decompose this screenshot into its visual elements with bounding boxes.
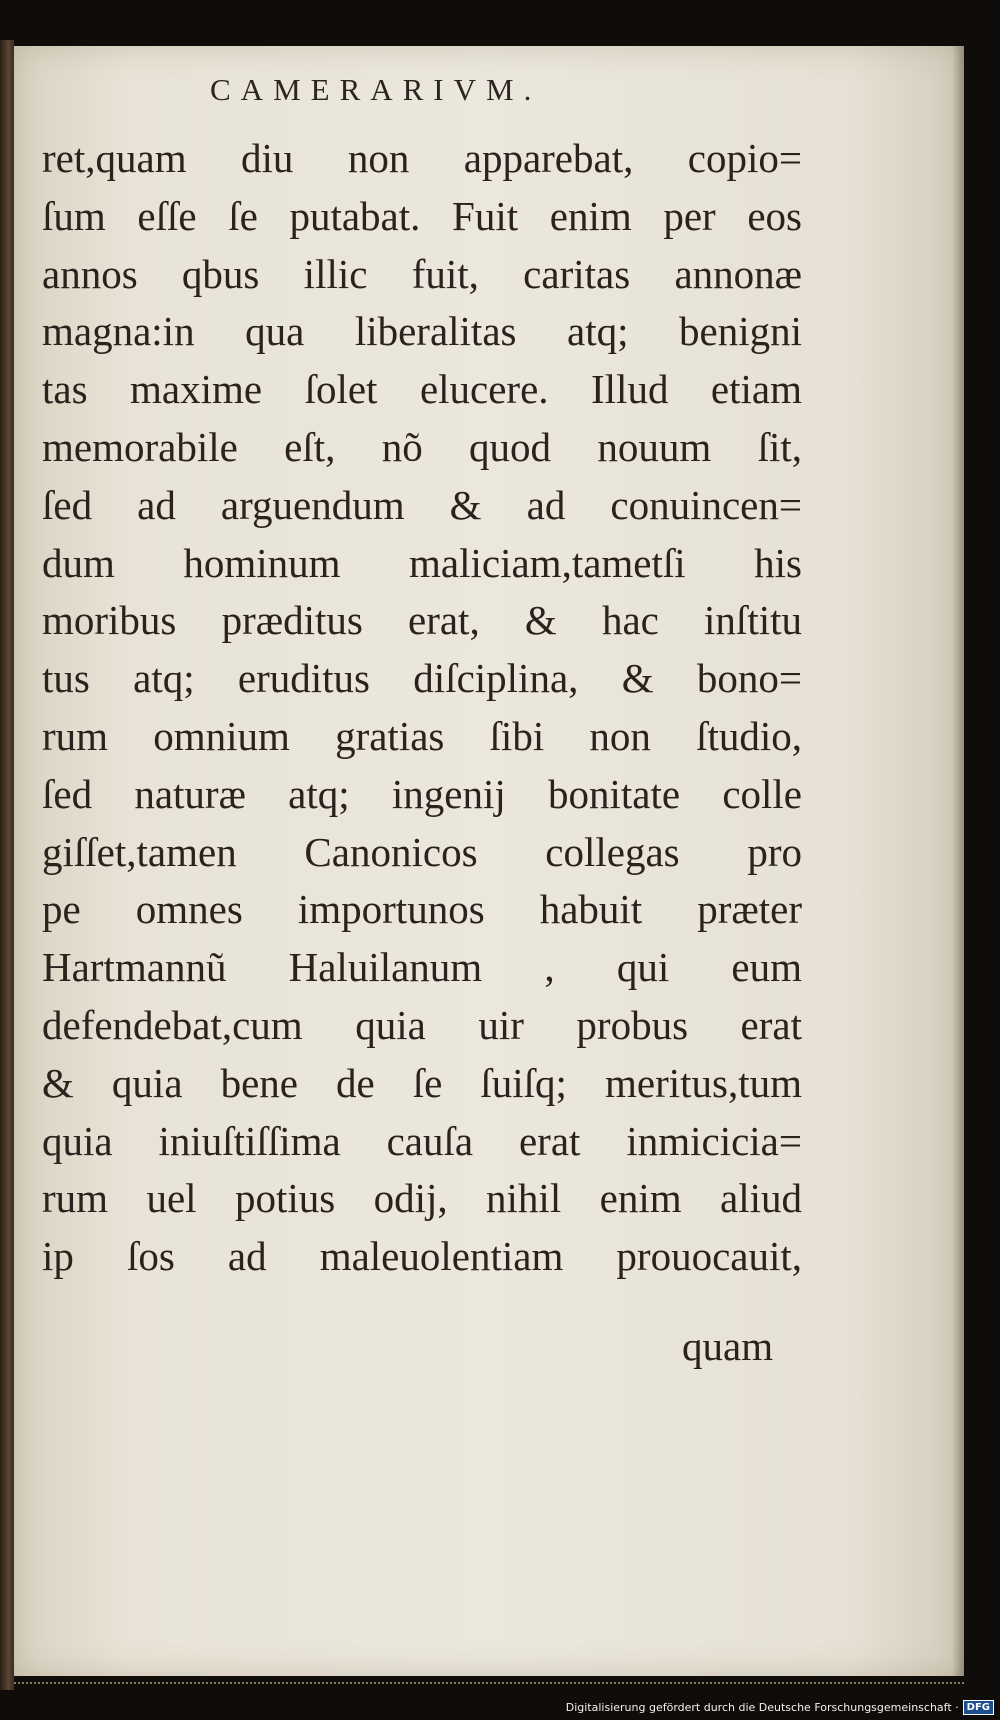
- text-line: annos qbus illic fuit, caritas annonæ: [42, 250, 802, 297]
- text-line: defendebat,cum quia uir probus erat: [42, 1001, 802, 1048]
- body-text: [42, 130, 802, 1286]
- text-line: Hartmannũ Haluilanum , qui eum: [42, 944, 802, 991]
- text-line: rum omnium gratias ſibi non ſtudio,: [42, 712, 802, 759]
- text-line: & quia bene de ſe ſuiſq; meritus,tum: [42, 1059, 802, 1106]
- text-line: ſed ad arguendum & ad conuincen=: [42, 481, 802, 528]
- running-head: CAMERARIVM.: [210, 72, 542, 107]
- page-edge-shadow: [952, 46, 964, 1676]
- text-line: tus atq; eruditus diſciplina, & bono=: [42, 655, 802, 702]
- dfg-logo: DFG: [963, 1700, 994, 1715]
- text-line: ip ſos ad maleuolentiam prouocauit,: [42, 1233, 802, 1280]
- book-binding-edge: [0, 40, 14, 1690]
- text-line: ret,quam diu non apparebat, copio=: [42, 135, 802, 181]
- text-line: tas maxime ſolet elucere. Illud etiam: [42, 366, 802, 413]
- credit-text: Digitalisierung gefördert durch die Deutsche Forschungsgemeinschaft ·: [565, 1701, 959, 1714]
- text-line: ſum eſſe ſe putabat. Fuit enim per eos: [42, 192, 802, 239]
- text-line: pe omnes importunos habuit prӕter: [42, 886, 802, 933]
- text-line: memorabile eſt, nõ quod nouum ſit,: [42, 423, 802, 470]
- catchword: quam: [682, 1323, 774, 1369]
- text-line: ſed naturӕ atq; ingenij bonitate colle: [42, 770, 802, 817]
- text-line: moribus prӕditus erat, & hac inſtitu: [42, 597, 802, 644]
- page-bottom-border: [14, 1682, 964, 1690]
- text-line: magna:in qua liberalitas atq; benigni: [42, 308, 802, 355]
- text-line: quia iniuſtiſſima cauſa erat inmicicia=: [42, 1117, 802, 1164]
- text-line: giſſet,tamen Canonicos collegas pro: [42, 828, 802, 875]
- text-line: rum uel potius odij, nihil enim aliud: [42, 1175, 802, 1222]
- digitization-credit: [566, 1700, 994, 1715]
- text-line: dum hominum maliciam,tametſi his: [42, 539, 802, 586]
